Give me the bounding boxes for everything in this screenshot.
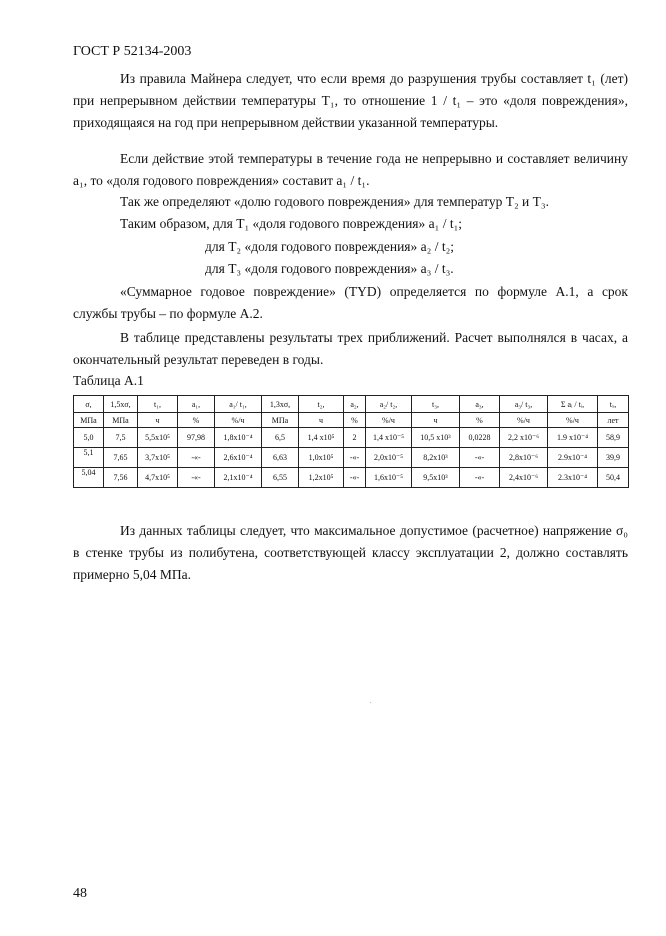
- table-cell: 3,7x10⁵: [138, 448, 178, 468]
- header-cell: a₃/ t₃,: [500, 396, 548, 413]
- paragraph-other-temps: Так же определяют «долю годового повреждения» для температур T₂ и T₃.: [120, 194, 549, 209]
- paragraph-noncontinuous: Если действие этой температуры в течение года не непрерывно и составляет величину a₁, то «доля годового повреждения» составит a₁ / t₁.: [73, 151, 628, 188]
- table-cell: 4,7x10⁵: [138, 468, 178, 488]
- table-cell: 1,2x10⁵: [299, 468, 344, 488]
- units-cell: %/ч: [215, 413, 262, 428]
- table-cell: 5,5x10⁵: [138, 428, 178, 448]
- table-cell: 1.9 x10⁻⁴: [548, 428, 598, 448]
- table-cell: 2.9x10⁻⁴: [548, 448, 598, 468]
- table-cell: -«-: [460, 448, 500, 468]
- table-cell: 50,4: [598, 468, 629, 488]
- table-cell: 7,5: [104, 428, 138, 448]
- units-cell: МПа: [262, 413, 299, 428]
- units-cell: МПа: [104, 413, 138, 428]
- table-cell: 5,04: [74, 468, 104, 488]
- table-cell: 6,63: [262, 448, 299, 468]
- table-cell: 0,0228: [460, 428, 500, 448]
- paragraph-table-intro: В таблице представлены результаты трех приближений. Расчет выполнялся в часах, а окончательный результат переведен в годы.: [73, 330, 628, 367]
- table-cell: -«-: [178, 448, 215, 468]
- table-cell: 2,4x10⁻⁶: [500, 468, 548, 488]
- table-cell: -«-: [460, 468, 500, 488]
- scan-speck: [370, 702, 371, 703]
- table-cell: 10,5 x10³: [412, 428, 460, 448]
- units-cell: %: [460, 413, 500, 428]
- table-cell: 2,1x10⁻⁴: [215, 468, 262, 488]
- table-cell: 97,98: [178, 428, 215, 448]
- header-cell: 1,3xσ,: [262, 396, 299, 413]
- units-cell: ч: [138, 413, 178, 428]
- header-cell: t₂,: [299, 396, 344, 413]
- table-cell: 1,8x10⁻⁴: [215, 428, 262, 448]
- table-cell: 2,0x10⁻⁵: [366, 448, 412, 468]
- table-cell: 5,1: [74, 448, 104, 468]
- header-cell: 1,5xσ,: [104, 396, 138, 413]
- header-cell: tₓ,: [598, 396, 629, 413]
- header-cell: a₁/ t₁,: [215, 396, 262, 413]
- table-cell: 6,55: [262, 468, 299, 488]
- table-cell: 2,2 x10⁻⁶: [500, 428, 548, 448]
- document-header: ГОСТ Р 52134-2003: [73, 44, 192, 59]
- table-header-row: [74, 396, 629, 413]
- table-cell: 7,56: [104, 468, 138, 488]
- table-units-row: [74, 413, 629, 428]
- units-cell: ч: [412, 413, 460, 428]
- units-cell: %: [344, 413, 366, 428]
- units-cell: %/ч: [500, 413, 548, 428]
- header-cell: a₃,: [460, 396, 500, 413]
- table-cell: 6,5: [262, 428, 299, 448]
- header-cell: σ,: [74, 396, 104, 413]
- header-cell: Σ aᵢ / tᵢ,: [548, 396, 598, 413]
- table-cell: 7,65: [104, 448, 138, 468]
- table-cell: 2.3x10⁻⁴: [548, 468, 598, 488]
- header-cell: t₁,: [138, 396, 178, 413]
- header-cell: a₂,: [344, 396, 366, 413]
- paragraph-t1-share: Таким образом, для T₁ «доля годового повреждения» a₁ / t₁;: [120, 216, 463, 231]
- units-cell: %/ч: [548, 413, 598, 428]
- table-row: [74, 448, 629, 468]
- paragraph-tyd: «Суммарное годовое повреждение» (TYD) определяется по формуле А.1, а срок службы трубы – по формуле А.2.: [73, 284, 628, 321]
- table-cell: 2,8x10⁻⁶: [500, 448, 548, 468]
- table-cell: -«-: [344, 448, 366, 468]
- table-cell: 2: [344, 428, 366, 448]
- table-cell: 1,4 x10⁻⁵: [366, 428, 412, 448]
- units-cell: %: [178, 413, 215, 428]
- paragraph-conclusion: Из данных таблицы следует, что максимальное допустимое (расчетное) напряжение σ₀ в стенке трубы из полибутена, соответствующей классу эксплуатации 2, должно составлять примерно 5,04 МПа.: [73, 523, 628, 582]
- units-cell: ч: [299, 413, 344, 428]
- table-cell: 2,6x10⁻⁴: [215, 448, 262, 468]
- header-cell: t₃,: [412, 396, 460, 413]
- paragraph-miner-rule: Из правила Майнера следует, что если время до разрушения трубы составляет t₁ (лет) при непрерывном действии температуры T₁, то отношение 1 / t₁ – это «доля повреждения», приходящаяся на год при непрерывном действии указанной температуры.: [73, 71, 628, 130]
- results-table: [73, 395, 629, 488]
- units-cell: %/ч: [366, 413, 412, 428]
- paragraph-t3-share: для T₃ «доля годового повреждения» a₃ / t₃.: [205, 261, 454, 276]
- table-cell: 58,9: [598, 428, 629, 448]
- units-cell: МПа: [74, 413, 104, 428]
- table-cell: 5,0: [74, 428, 104, 448]
- table-row: [74, 468, 629, 488]
- table-cell: 1,0x10⁵: [299, 448, 344, 468]
- paragraph-t2-share: для T₂ «доля годового повреждения» a₂ / t₂;: [205, 239, 455, 254]
- table-cell: 1,6x10⁻⁵: [366, 468, 412, 488]
- header-cell: a₁,: [178, 396, 215, 413]
- table-cell: -«-: [344, 468, 366, 488]
- units-cell: лет: [598, 413, 629, 428]
- table-cell: 1,4 x10⁵: [299, 428, 344, 448]
- page-number: 48: [73, 886, 87, 901]
- table-cell: 39,9: [598, 448, 629, 468]
- table-cell: 8,2x10³: [412, 448, 460, 468]
- table-row: [74, 428, 629, 448]
- header-cell: a₂/ t₂,: [366, 396, 412, 413]
- table-cell: 9,5x10³: [412, 468, 460, 488]
- table-cell: -«-: [178, 468, 215, 488]
- table-caption: Таблица А.1: [73, 373, 144, 388]
